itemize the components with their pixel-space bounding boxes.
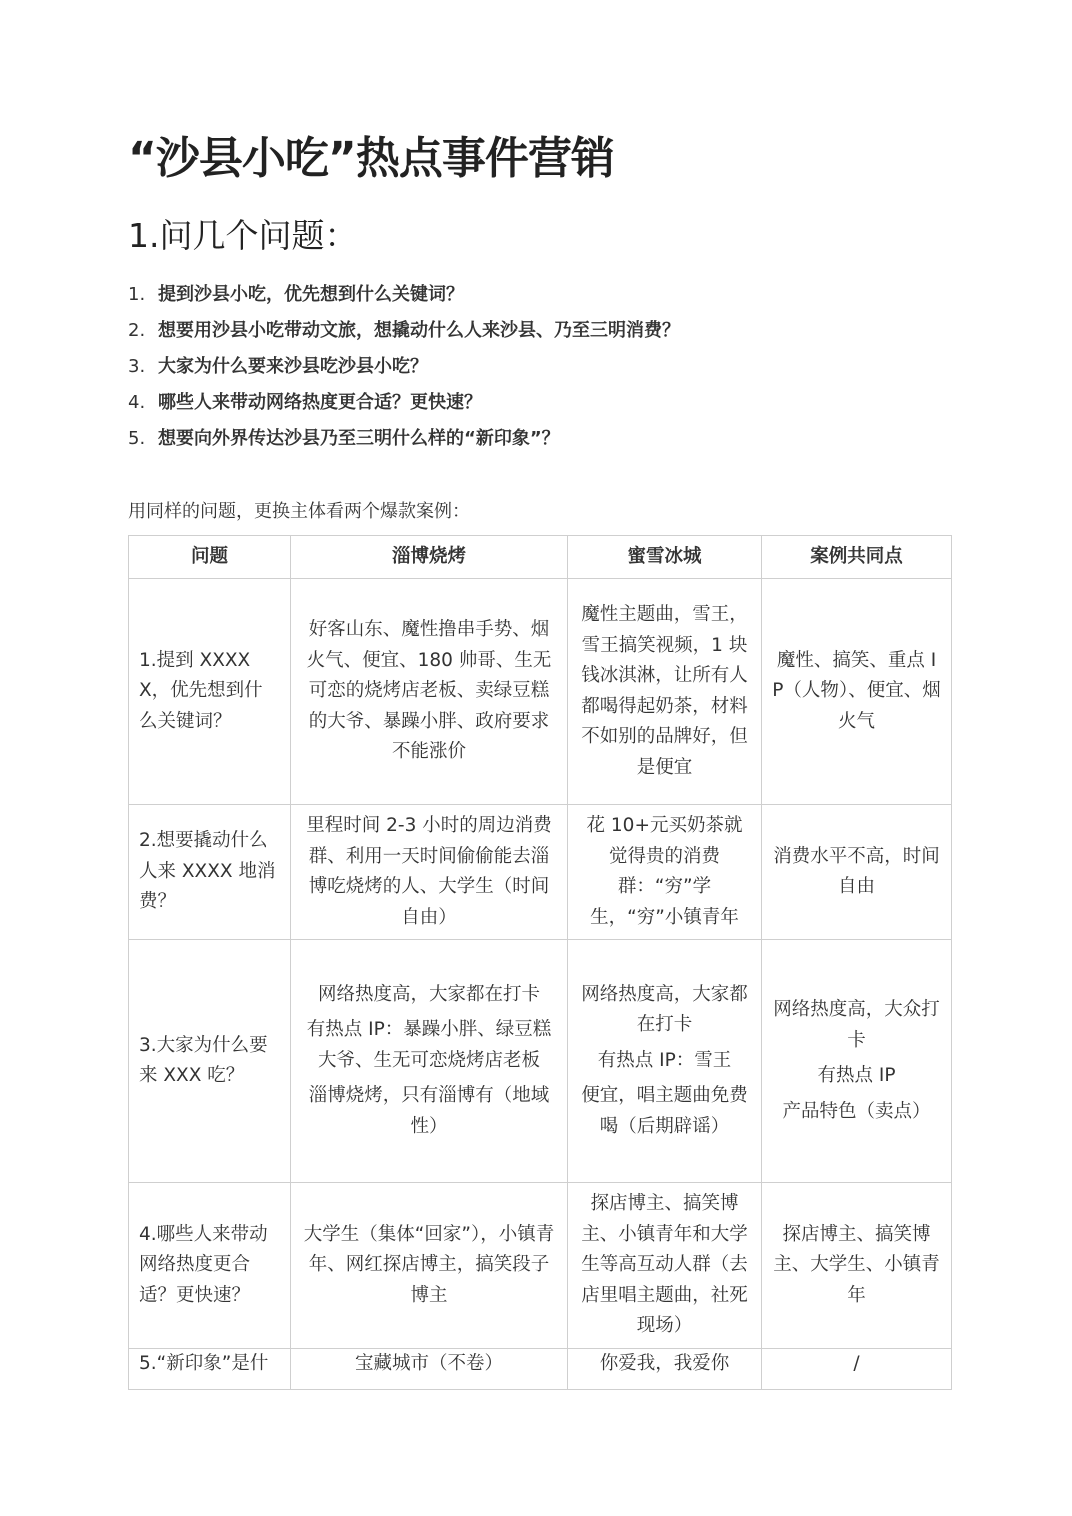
question-cell: 4.哪些人来带动网络热度更合适？更快速？ [129, 1183, 291, 1349]
cell-text: 网络热度高，大众打卡 [773, 999, 940, 1051]
list-text: 提到沙县小吃，优先想到什么关键词？ [158, 284, 464, 305]
cell-text: 大学生（集体“回家”），小镇青年、网红探店博主，搞笑段子博主 [303, 1223, 555, 1306]
list-item [128, 424, 680, 460]
table-row [129, 1349, 952, 1390]
list-number: 3. [128, 356, 146, 377]
mixue-cell [568, 579, 762, 805]
table-row [129, 1183, 952, 1349]
list-item [128, 388, 680, 424]
mixue-cell [568, 1349, 762, 1390]
cell-text: 网络热度高，大家都在打卡 [581, 983, 748, 1036]
common-cell [762, 579, 952, 805]
page-title: “沙县小吃”热点事件营销 [128, 133, 614, 184]
list-number: 2. [128, 320, 146, 341]
table-header-row [129, 536, 952, 579]
cell-text: 探店博主、搞笑博主、小镇青年和大学生等高互动人群（去店里唱主题曲，社死现场） [581, 1193, 748, 1337]
zibo-cell [291, 579, 568, 805]
list-item [128, 316, 680, 352]
mixue-cell [568, 940, 762, 1183]
header-zibo: 淄博烧烤 [291, 536, 568, 579]
list-number: 1. [128, 284, 146, 305]
list-number: 4. [128, 392, 146, 413]
cell-text: 宝藏城市（不卷） [354, 1353, 503, 1374]
list-text: 想要用沙县小吃带动文旅，想撬动什么人来沙县、乃至三明消费？ [158, 320, 680, 341]
common-cell [762, 805, 952, 940]
cell-text: 里程时间 2-3 小时的周边消费群、利用一天时间偷偷能去淄博吃烧烤的人、大学生（时间自由） [306, 815, 552, 928]
table-row [129, 805, 952, 940]
list-text: 想要向外界传达沙县乃至三明什么样的“新印象”？ [158, 428, 560, 449]
section-heading: 1.问几个问题： [128, 216, 358, 255]
header-question: 问题 [129, 536, 291, 579]
list-item [128, 280, 680, 316]
zibo-cell [291, 805, 568, 940]
list-item [128, 352, 680, 388]
cell-text: 你爱我，我爱你 [599, 1353, 730, 1374]
zibo-cell [291, 940, 568, 1183]
common-cell [762, 940, 952, 1183]
cell-text: 有热点 IP：雪王 [597, 1049, 732, 1071]
intro-text: 用同样的问题，更换主体看两个爆款案例： [128, 501, 470, 522]
cell-text: 好客山东、魔性撸串手势、烟火气、便宜、180 帅哥、生无可恋的烧烤店老板、卖绿豆糕的大爷、暴躁小胖、政府要求不能涨价 [306, 619, 552, 763]
cell-text: 魔性、搞笑、重点 IP（人物）、便宜、烟火气 [772, 649, 941, 732]
table-row [129, 940, 952, 1183]
cell-text: 产品特色（卖点） [782, 1100, 931, 1122]
case-comparison-table [128, 535, 952, 1390]
question-cell: 3.大家为什么要来 XXX 吃？ [129, 940, 291, 1183]
list-number: 5. [128, 428, 146, 449]
common-cell [762, 1349, 952, 1390]
cell-text: 网络热度高，大家都在打卡 [317, 983, 540, 1005]
header-mixue: 蜜雪冰城 [568, 536, 762, 579]
cell-text: 魔性主题曲，雪王，雪王搞笑视频，1 块钱冰淇淋，让所有人都喝得起奶茶，材料不如别的品牌好，但是便宜 [581, 604, 748, 778]
common-cell [762, 1183, 952, 1349]
cell-text: 有热点 IP：暴躁小胖、绿豆糕大爷、生无可恋烧烤店老板 [306, 1019, 552, 1071]
question-cell [129, 1349, 291, 1390]
cell-text: 消费水平不高，时间自由 [773, 845, 940, 897]
cell-text: 探店博主、搞笑博主、大学生、小镇青年 [773, 1223, 940, 1306]
mixue-cell [568, 805, 762, 940]
cell-text: 便宜，唱主题曲免费喝（后期辟谣） [581, 1085, 748, 1137]
zibo-cell [291, 1349, 568, 1390]
cell-text: 5.“新印象”是什 [139, 1353, 269, 1374]
cell-text: 有热点 IP [817, 1065, 896, 1086]
question-cell: 2.想要撬动什么人来 XXXX 地消费？ [129, 805, 291, 940]
header-common: 案例共同点 [762, 536, 952, 579]
cell-text: / [853, 1353, 860, 1374]
question-cell: 1.提到 XXXXX，优先想到什么关键词？ [129, 579, 291, 805]
cell-text: 花 10+元买奶茶就觉得贵的消费群：“穷”学生，“穷”小镇青年 [586, 815, 743, 928]
list-text: 大家为什么要来沙县吃沙县小吃？ [158, 356, 428, 377]
cell-text: 淄博烧烤，只有淄博有（地域性） [308, 1085, 550, 1137]
mixue-cell [568, 1183, 762, 1349]
list-text: 哪些人来带动网络热度更合适？更快速？ [158, 392, 482, 413]
zibo-cell [291, 1183, 568, 1349]
question-list [128, 280, 680, 460]
table-row [129, 579, 952, 805]
